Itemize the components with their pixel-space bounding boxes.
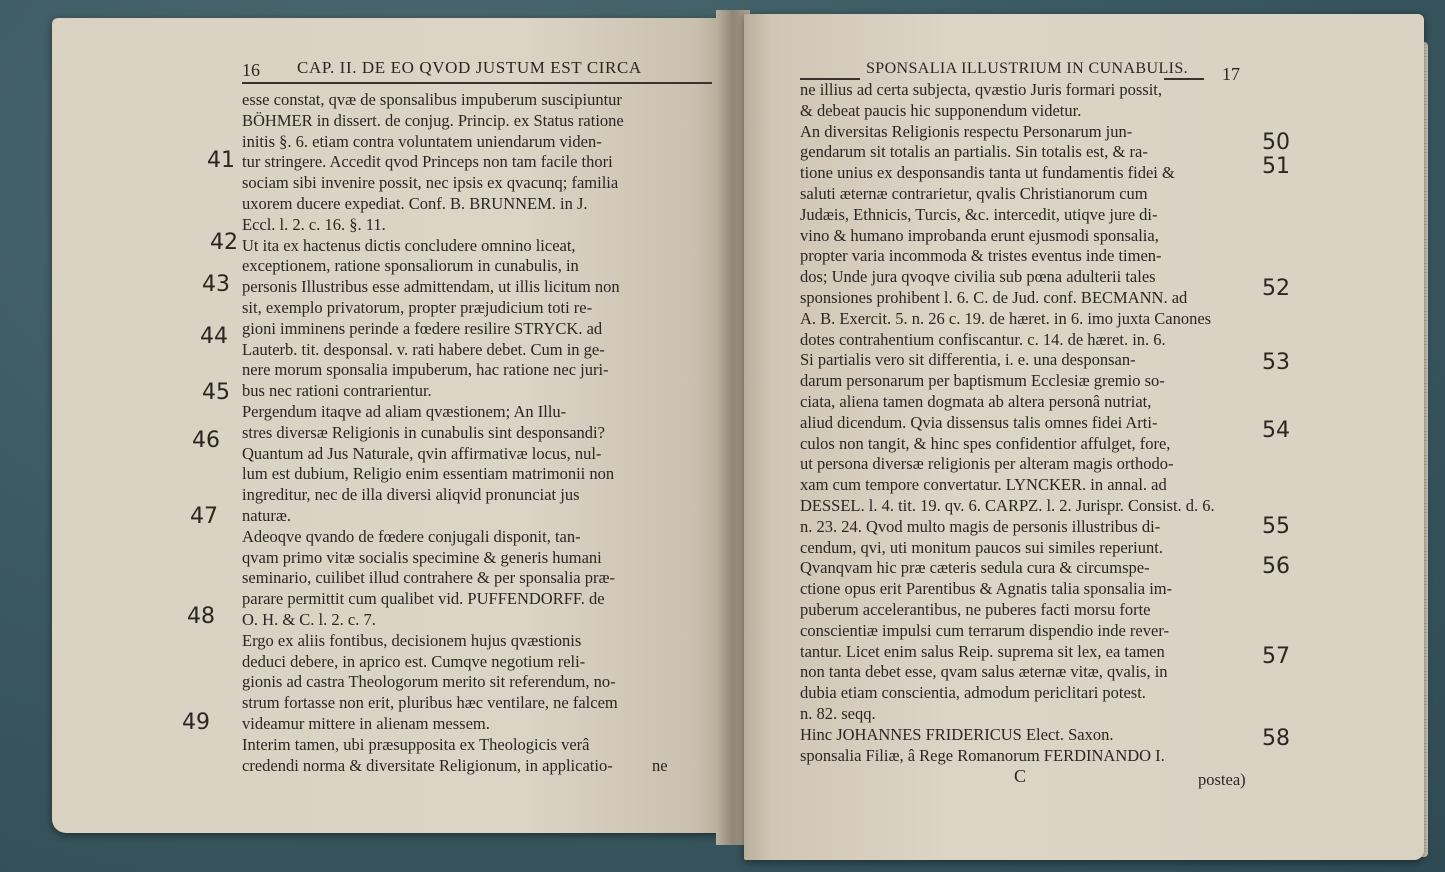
text-line: Ut ita ex hactenus dictis concludere omnino liceat, [242,235,576,255]
margin-number: 55 [1262,514,1290,539]
text-line: seminario, cuilibet illud contrahere & per sponsalia præ- [242,568,615,588]
text-line: tur stringere. Accedit qvod Princeps non tam facile thori [242,152,613,172]
text-line: bus nec rationi contrarientur. [242,381,432,401]
text-line: n. 23. 24. Qvod multo magis de personis illustribus di- [800,516,1161,536]
left-body-text [242,90,712,776]
margin-number: 56 [1262,554,1290,579]
text-line: Hinc JOHANNES FRIDERICUS Elect. Saxon. [800,724,1114,744]
text-line: tione unius ex desponsandis tanta ut fundamentis fidei & [800,163,1175,183]
right-page-number: 17 [1222,64,1240,84]
right-page [744,14,1424,860]
text-line: strum fortasse non erit, pluribus hæc ventilare, ne falcem [242,693,618,713]
left-catchword: ne [652,756,668,775]
margin-number: 48 [187,604,215,629]
left-page-number: 16 [242,60,260,80]
text-line: O. H. & C. l. 2. c. 7. [242,609,376,629]
text-line: & debeat paucis hic supponendum videtur. [800,100,1082,120]
text-line: saluti æternæ contrarietur, qvalis Christianorum cum [800,183,1148,203]
text-line: tantur. Licet enim salus Reip. suprema sit lex, ea tamen [800,641,1165,661]
margin-number: 44 [200,324,228,349]
text-line: conscientiæ impulsi cum terrarum dispendio inde rever- [800,620,1169,640]
text-line: gionis ad castra Theologorum merito sit referendum, no- [242,672,616,692]
text-line: gioni imminens perinde a fœdere resilire STRYCK. ad [242,318,603,338]
margin-number: 53 [1262,350,1290,375]
text-line: culos non tangit, & hinc spes confidentior affulget, fore, [800,433,1171,453]
text-line: A. B. Exercit. 5. n. 26 c. 19. de hæret. in 6. imo juxta Canones [800,308,1212,328]
text-line: esse constat, qvæ de sponsalibus impuberum suscipiuntur [242,90,622,109]
text-line: videamur mittere in alienam messem. [242,713,490,733]
text-line: stres diversæ Religionis in cunabulis sint desponsandi? [242,422,605,442]
left-page [52,18,722,833]
text-line: propter varia incommoda & tristes eventus inde timen- [800,246,1162,266]
right-catchword: postea) [1198,770,1246,789]
text-line: Adeoqve qvando de fœdere conjugali disponit, tan- [242,526,581,546]
text-line: xam cum tempore convertatur. LYNCKER. in annal. ad [800,475,1167,495]
margin-number: 43 [202,272,230,297]
text-line: deduci debere, in aprico est. Cumqve negotium reli- [242,651,586,671]
right-running-head: SPONSALIA ILLUSTRIUM IN CUNABULIS. [866,60,1189,77]
text-line: Qvanqvam hic præ cæteris sedula cura & circumspe- [800,558,1150,578]
text-line: naturæ. [242,505,292,525]
margin-number: 46 [192,428,220,453]
text-line: dotes contrahentium confiscantur. c. 14. de hæret. in. 6. [800,329,1166,349]
margin-number: 58 [1262,726,1290,751]
margin-number: 51 [1262,154,1290,179]
text-line: credendi norma & diversitate Religionum, in applicatio- [242,755,613,775]
text-line: ut persona diversæ religionis per alteram magis orthodo- [800,454,1174,474]
margin-number: 57 [1262,644,1290,669]
text-line: Si partialis vero sit differentia, i. e. una desponsan- [800,350,1136,370]
text-line: non tanta debet esse, qvam salus æternæ vitæ, qvalis, in [800,662,1168,682]
text-line: lum est dubium, Religio enim essentiam matrimonii non [242,464,615,484]
left-running-head: CAP. II. DE EO QVOD JUSTUM EST CIRCA [297,58,642,77]
text-line: initis §. 6. etiam contra voluntatem uniendarum viden- [242,131,602,151]
margin-number: 45 [202,380,230,405]
text-line: dos; Unde jura qvoqve civilia sub pœna adulterii tales [800,267,1156,287]
text-line: dubia etiam conscientia, admodum periclitari potest. [800,683,1146,703]
text-line: qvam primo vitæ socialis specimine & generis humani [242,547,602,567]
text-line: darum personarum per baptismum Ecclesiæ gremio so- [800,371,1165,391]
text-line: sponsiones prohibent l. 6. C. de Jud. conf. BECMANN. ad [800,287,1188,307]
text-line: Judæis, Ethnicis, Turcis, &c. intercedit, utiqve jure di- [800,204,1158,224]
text-line: ingreditur, nec de illa diversi aliqvid pronunciat jus [242,485,580,505]
text-line: Quantum ad Jus Naturale, qvin affirmativæ locus, nul- [242,443,602,463]
text-line: Pergendum itaqve ad aliam qvæstionem; An Illu- [242,401,567,421]
text-line: personis Illustribus esse admittendam, ut illis licitum non [242,277,620,297]
text-line: ctione opus erit Parentibus & Agnatis talia sponsalia im- [800,579,1173,599]
text-line: Interim tamen, ubi præsupposita ex Theologicis verâ [242,734,590,754]
text-line: cendum, qvi, uti monitum paucos sui similes reperiunt. [800,537,1163,557]
text-line: uxorem ducere expediat. Conf. B. BRUNNEM. in J. [242,193,588,213]
text-line: An diversitas Religionis respectu Personarum jun- [800,121,1133,141]
text-line: nere morum sponsalia impuberum, hac ratione nec juri- [242,360,609,380]
text-line: sit, exemplo privatorum, propter præjudicium toti re- [242,297,593,317]
text-line: sponsalia Filiæ, â Rege Romanorum FERDINANDO I. [800,745,1165,765]
text-line: puberum accelerantibus, ne puberes facti morsu forte [800,599,1151,619]
margin-number: 49 [182,710,210,735]
text-line: parare permittit cum qualibet vid. PUFFENDORFF. de [242,589,605,609]
text-line: Ergo ex aliis fontibus, decisionem hujus qvæstionis [242,630,582,650]
margin-number: 50 [1262,130,1290,155]
text-line: vino & humano improbanda erunt ejusmodi sponsalia, [800,225,1159,245]
text-line: ne illius ad certa subjecta, qvæstio Juris formari possit, [800,80,1163,99]
margin-number: 52 [1262,276,1290,301]
left-head-rule [242,82,712,84]
margin-number: 54 [1262,418,1290,443]
text-line: Eccl. l. 2. c. 16. §. 11. [242,214,386,234]
margin-number: 41 [207,148,235,173]
text-line: exceptionem, ratione sponsaliorum in cunabulis, in [242,256,579,276]
text-line: aliud dicendum. Qvia dissensus talis omnes fidei Arti- [800,412,1158,432]
text-line: gendarum sit totalis an partialis. Sin totalis est, & ra- [800,142,1148,162]
margin-number: 42 [210,230,238,255]
text-line: BÖHMER in dissert. de conjug. Princip. ex Status ratione [242,110,624,130]
text-line: n. 82. seqq. [800,703,876,723]
signature-mark: C [1014,766,1027,786]
right-body-text [800,80,1250,766]
text-line: ciata, aliena tamen dogmata ab altera personâ nutriat, [800,391,1152,411]
text-line: sociam sibi invenire possit, nec ipsis ex qvacunq; familia [242,173,619,193]
margin-number: 47 [190,504,218,529]
text-line: Lauterb. tit. desponsal. v. rati habere debet. Cum in ge- [242,339,605,359]
text-line: DESSEL. l. 4. tit. 19. qv. 6. CARPZ. l. 2. Jurispr. Consist. d. 6. [800,495,1215,515]
